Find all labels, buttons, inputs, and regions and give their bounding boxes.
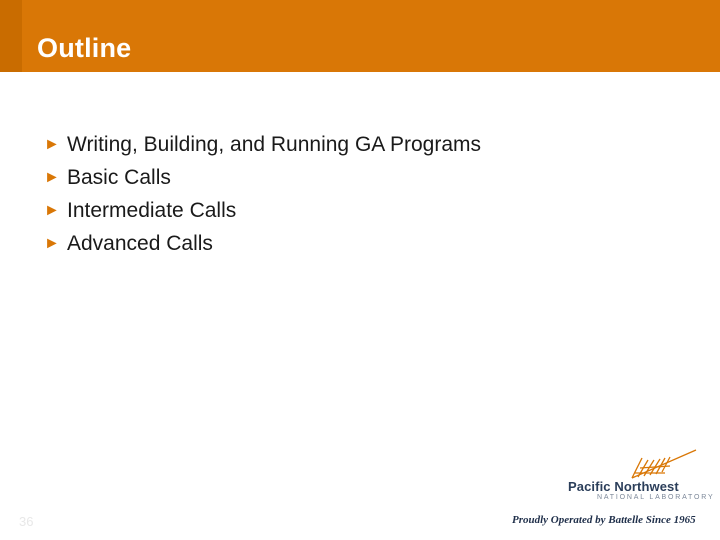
bullet-item — [44, 161, 481, 194]
bullet-item — [44, 128, 481, 161]
bullet-item — [44, 194, 481, 227]
logo-subtitle: NATIONAL LABORATORY — [597, 494, 715, 501]
title-bar-edge — [0, 0, 22, 72]
bullet-text: Writing, Building, and Running GA Programs — [67, 132, 481, 156]
triangle-bullet-icon: ► — [44, 234, 60, 252]
triangle-bullet-icon: ► — [44, 135, 60, 153]
bullet-list — [44, 128, 481, 260]
slide-title: Outline — [37, 33, 132, 63]
title-bar — [0, 0, 720, 72]
logo-name: Pacific Northwest — [568, 479, 679, 494]
bullet-text: Advanced Calls — [67, 231, 213, 255]
triangle-bullet-icon: ► — [44, 201, 60, 219]
slide-number: 36 — [19, 514, 34, 529]
bullet-text: Intermediate Calls — [67, 198, 237, 222]
triangle-bullet-icon: ► — [44, 168, 60, 186]
bullet-text: Basic Calls — [67, 165, 171, 189]
bullet-item — [44, 227, 481, 260]
footer-tagline: Proudly Operated by Battelle Since 1965 — [512, 514, 696, 526]
